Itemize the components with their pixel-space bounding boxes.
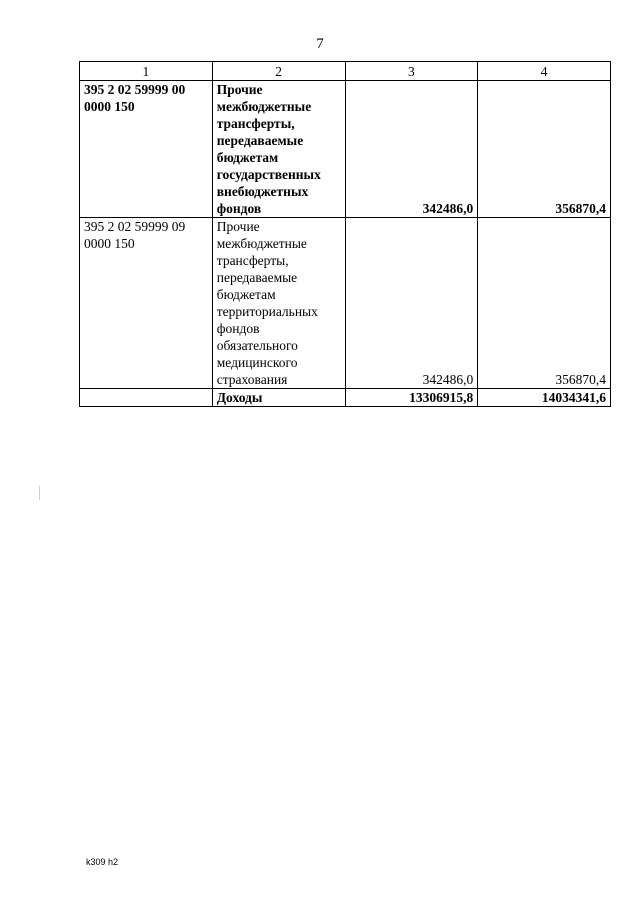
total-code [80, 389, 213, 407]
row-name: Прочие межбюджетные трансферты, передаваемые бюджетам государственных внебюджетных фондов [212, 81, 345, 218]
table-row [80, 218, 611, 389]
column-header-1: 1 [80, 62, 213, 81]
total-name: Доходы [212, 389, 345, 407]
page-number: 7 [316, 36, 324, 52]
row-code: 395 2 02 59999 09 0000 150 [80, 218, 213, 389]
footer-code: k309 h2 [86, 857, 119, 867]
row-value-4: 356870,4 [478, 218, 611, 389]
column-header-3: 3 [345, 62, 478, 81]
total-value-4: 14034341,6 [478, 389, 611, 407]
total-row [80, 389, 611, 407]
total-value-3: 13306915,8 [345, 389, 478, 407]
row-value-3: 342486,0 [345, 218, 478, 389]
column-header-2: 2 [212, 62, 345, 81]
table-header-row [80, 62, 611, 81]
row-value-3: 342486,0 [345, 81, 478, 218]
scan-artifact [39, 486, 40, 500]
row-code: 395 2 02 59999 00 0000 150 [80, 81, 213, 218]
row-value-4: 356870,4 [478, 81, 611, 218]
table-row [80, 81, 611, 218]
row-name: Прочие межбюджетные трансферты, передаваемые бюджетам территориальных фондов обязательного медицинского страхования [212, 218, 345, 389]
column-header-4: 4 [478, 62, 611, 81]
budget-table [79, 61, 611, 407]
